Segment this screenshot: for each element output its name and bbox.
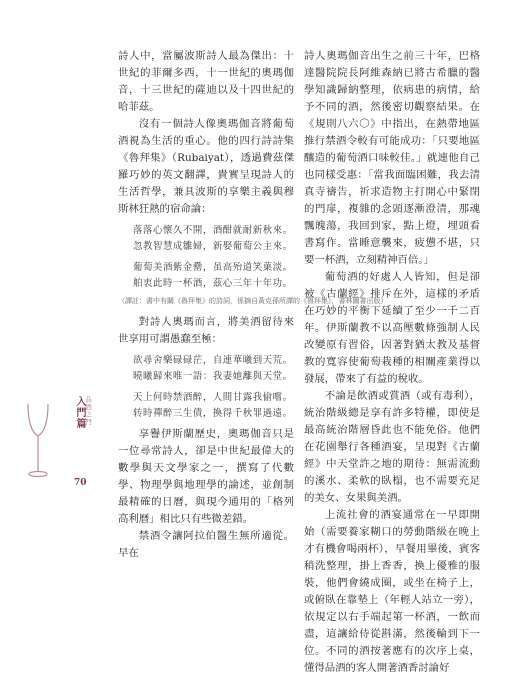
poem-line: 天上何時禁酒醉，人間甘露我偷嚐。	[133, 392, 293, 403]
poem-line: 转時禪醉三生債，換得千秋罪過遠。	[133, 407, 293, 419]
poem-block	[133, 223, 294, 291]
paragraph: 葡萄酒的好處人人皆知，但是卻被《古蘭經》排斥在外，這樣的矛盾在巧妙的平衡下延續了至少一千二百年。伊斯蘭教不以高壓數條強制人民改變原有習俗，因著對猶太教及基督教的寬容使葡萄栽種的相關產業得以發展，帶來了有益的稅收。	[304, 271, 480, 385]
paragraph: 禁酒令讓阿拉伯醫生無所適從。早在	[118, 530, 294, 559]
poem-block	[133, 353, 294, 421]
paragraph: 沒有一個詩人像奧瑪伽音將葡萄酒視為生活的重心。他的四行詩詩集《魯拜集》（Rubaiyat），透過費茲傑羅巧妙的英文翻譯，貴實呈現詩人的生活哲學，兼具波斯的享樂主義與穆斯林狂熱的宿命論：	[118, 118, 294, 215]
paragraph: 享譽伊斯蘭歷史，奧瑪伽音只是一位尋常詩人，卻是中世紀最偉大的數學與天文學家之一，撰寫了代數學、物理學與地理學的論述，並創制最精確的日曆，與現今通用的「格列高利曆」相比只有些微差錯。	[118, 428, 294, 525]
paragraph: 詩人奧瑪伽音出生之前三十年，巴格達醫院院長阿維森納已將古希臘的醫學知識歸納整理，依病患的病情，給予不同的酒，然後密切觀察結果。在《規則八六〇》中指出，在熱帶地區推行禁酒令較有可能成功：「只要地區釀造的葡萄酒口味較佳。」就連他自己也同樣受惠：「當我面臨困難，我去清真寺禱告，祈求造物主打開心中緊閉的門扉，複雜的念頭逐漸澄清，那魂飄魄蕩，我回到家，點上燈，埋頭看書寫作。當睡意襲來，疲憊不堪，只要一杯酒，立刻精神百倍。」	[304, 50, 480, 266]
poem-line: 舶衷此時一杯酒，茲心三年十年功。	[133, 277, 293, 289]
poem-line: 落落心懷久不開，酒酣就耐新秋來。	[133, 225, 293, 236]
right-column	[304, 48, 480, 677]
poem-line: 曉曦歸來唯一語：我妻她離與天堂。	[133, 370, 293, 382]
chapter-sidebar	[66, 388, 106, 478]
left-column	[118, 48, 388, 562]
paragraph: 對詩人奧瑪而言，將美酒留待來世享用可謂愚蠢至極：	[118, 316, 294, 345]
poem-line: 葡萄美酒紫金罍，虽高殆道笑菓淡。	[133, 262, 293, 273]
paragraph: 詩人中，當屬波斯詩人最為傑出：十世紀的菲爾多西，十一世紀的奧瑪伽音，十三世紀的薩迪以及十四世紀的哈菲茲。	[118, 50, 294, 113]
poem-line: 忽教智慧成雛婦，新娶葡萄公主來。	[133, 240, 293, 252]
translator-note: （譯註：書中有關《魯拜集》的詩詞，係摘自黃克孫所譯的《魯拜集》，書林圖書出版）	[118, 297, 388, 305]
wine-glass-icon	[22, 400, 54, 485]
poem-line: 欲尋舍樂碌碌茫，自連華曦到天荒。	[133, 355, 293, 366]
series-label: 品酒之門	[84, 396, 92, 426]
paragraph: 不論是飲酒或賞酒（或有毒利），統治階級總是享有許多特權，即使是最高統治階層昏此也不能免俗。他們在花園舉行各種酒宴，呈現對《古蘭經》中天堂許之地的期待：無需流動的溪水、柔軟的臥榻，也不需要充足的美女、女果與美酒。	[304, 390, 480, 504]
page-number: 70	[74, 478, 87, 488]
chapter-label: 入門篇	[74, 396, 85, 429]
paragraph: 上流社會的酒宴通常在一早即開始（需要養家糊口的勞動階級在晚上才有機會喝兩杯），早餐用畢後，賓客稍洗整理，掛上香香，換上優雅的服裝，他們會繞成圈，或坐在椅子上，或俯臥在靠墊上（年輕人站立一旁），依規定以右手端起第一杯酒，一飲而盡，這讓給侍從斟滿，然後輪到下一位。不同的酒按著應有的次序上桌，懂得品酒的客人開著酒香討論好	[304, 509, 480, 674]
